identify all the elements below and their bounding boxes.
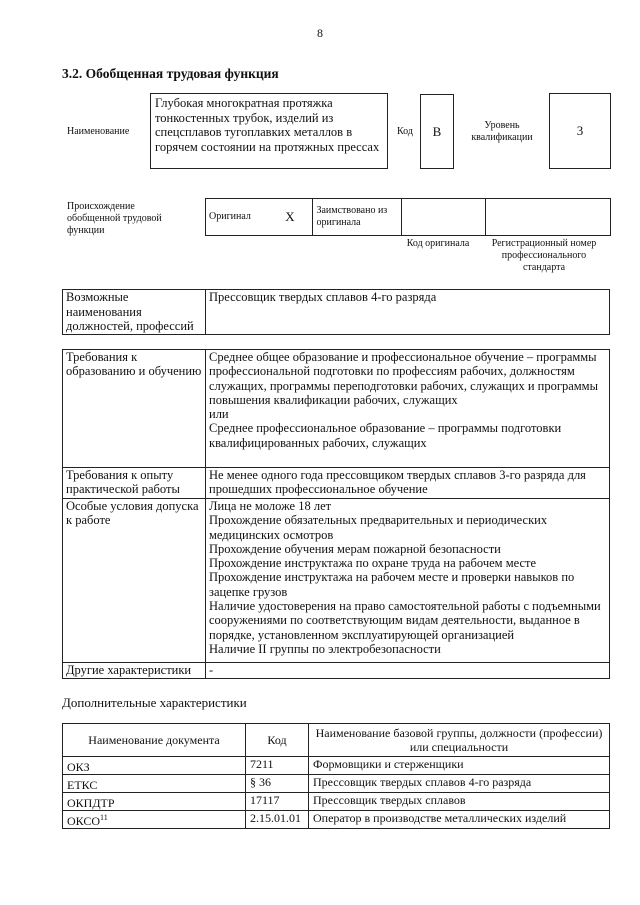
doc-group-name: Прессовщик твердых сплавов 4-го разряда <box>313 775 532 789</box>
level-label: Уровень квалификации <box>471 120 533 143</box>
requirement-row-education <box>63 350 610 468</box>
requirement-line: Среднее общее образование и профессиональное обучение – программы профессиональной подготовки по профессиям рабочих, должностям служащих, программы переподготовки рабочих, служащих и программы повышения квалификации рабочих, служащих <box>209 350 598 407</box>
level-box <box>549 93 611 169</box>
requirement-label: Особые условия допуска к работе <box>66 499 199 528</box>
table-row <box>63 811 610 829</box>
doc-footnote: 11 <box>100 813 108 822</box>
requirements-table <box>62 349 610 679</box>
doc-code: 7211 <box>250 757 274 771</box>
level-value: 3 <box>576 123 584 138</box>
requirement-line: Прохождение обучения мерам пожарной безопасности <box>209 541 501 556</box>
additional-table <box>62 723 610 829</box>
requirement-line: Не менее одного года прессовщиком твердых сплавов 3-го разряда для прошедших профессиональное обучение <box>209 468 586 497</box>
table-row <box>63 757 610 775</box>
table-row <box>63 793 610 811</box>
borrowed-label: Заимствовано из оригинала <box>316 205 388 228</box>
requirement-line: Прохождение инструктажа по охране труда на рабочем месте <box>209 556 537 571</box>
page-number: 8 <box>317 26 323 40</box>
requirement-label: Требования к опыту практической работы <box>66 468 180 497</box>
section-title: 3.2. Обобщенная трудовая функция <box>62 66 279 81</box>
requirement-line: Лица не моложе 18 лет <box>209 499 332 513</box>
code-box <box>420 94 454 169</box>
doc-code: § 36 <box>250 775 271 789</box>
origin-label: Происхождение обобщенной трудовой функции <box>67 201 162 236</box>
function-name: Глубокая многократная протяжка тонкостенных трубок, изделий из спецсплавов тугоплавких металлов в горячем состоянии на протяжных прессах <box>155 96 380 154</box>
requirement-line: Прохождение инструктажа на рабочем месте и проверки навыков по зацепке грузов <box>209 570 575 599</box>
doc-name: ЕТКС <box>67 778 98 792</box>
requirement-line: - <box>209 663 214 677</box>
reg-number-caption: Регистрационный номер профессионального стандарта <box>491 238 597 273</box>
code-original-cell <box>401 199 485 236</box>
doc-group-name: Прессовщик твердых сплавов <box>313 793 466 807</box>
doc-group-name: Оператор в производстве металлических изделий <box>313 811 567 825</box>
code-label: Код <box>397 126 413 137</box>
positions-label: Возможные наименования должностей, профессий <box>66 290 194 333</box>
requirement-row-experience <box>63 468 610 499</box>
header-doc: Наименование документа <box>88 733 220 747</box>
positions-value: Прессовщик твердых сплавов 4-го разряда <box>209 290 437 304</box>
header-code: Код <box>267 733 287 747</box>
origin-table <box>205 198 611 236</box>
requirement-row-other <box>63 663 610 679</box>
original-mark: X <box>285 209 295 224</box>
doc-code: 2.15.01.01 <box>250 811 301 825</box>
doc-name: ОКПДТР <box>67 796 115 810</box>
name-label: Наименование <box>67 126 130 137</box>
code-original-caption: Код оригинала <box>406 238 470 249</box>
requirement-label: Другие характеристики <box>66 663 192 677</box>
requirement-row-special <box>63 499 610 663</box>
additional-title: Дополнительные характеристики <box>62 695 247 710</box>
code-value: B <box>432 123 442 139</box>
requirement-label: Требования к образованию и обучению <box>66 350 202 379</box>
requirement-line: Наличие удостоверения на право самостоятельной работы с подъемными сооружениями по соответствующим видам деятельности, выданное в порядке, установленном эксплуатирующей организацией <box>209 599 601 642</box>
requirement-line: или <box>209 407 229 422</box>
doc-group-name: Формовщики и стерженщики <box>313 757 464 771</box>
positions-table <box>62 289 610 335</box>
doc-code: 17117 <box>250 793 280 807</box>
header-name: Наименование базовой группы, должности (профессии) или специальности <box>315 726 603 754</box>
doc-name: ОКЗ <box>67 760 90 774</box>
table-row <box>63 775 610 793</box>
doc-name: ОКСО <box>67 814 101 828</box>
original-label: Оригинал <box>209 211 251 222</box>
requirement-line: Среднее профессиональное образование – программы подготовки квалифицированных рабочих, служащих <box>209 421 562 450</box>
reg-number-cell <box>486 199 611 236</box>
requirement-line: Наличие II группы по электробезопасности <box>209 641 441 656</box>
requirement-line: Прохождение обязательных предварительных и периодических медицинских осмотров <box>209 513 548 542</box>
function-name-box <box>150 93 388 169</box>
